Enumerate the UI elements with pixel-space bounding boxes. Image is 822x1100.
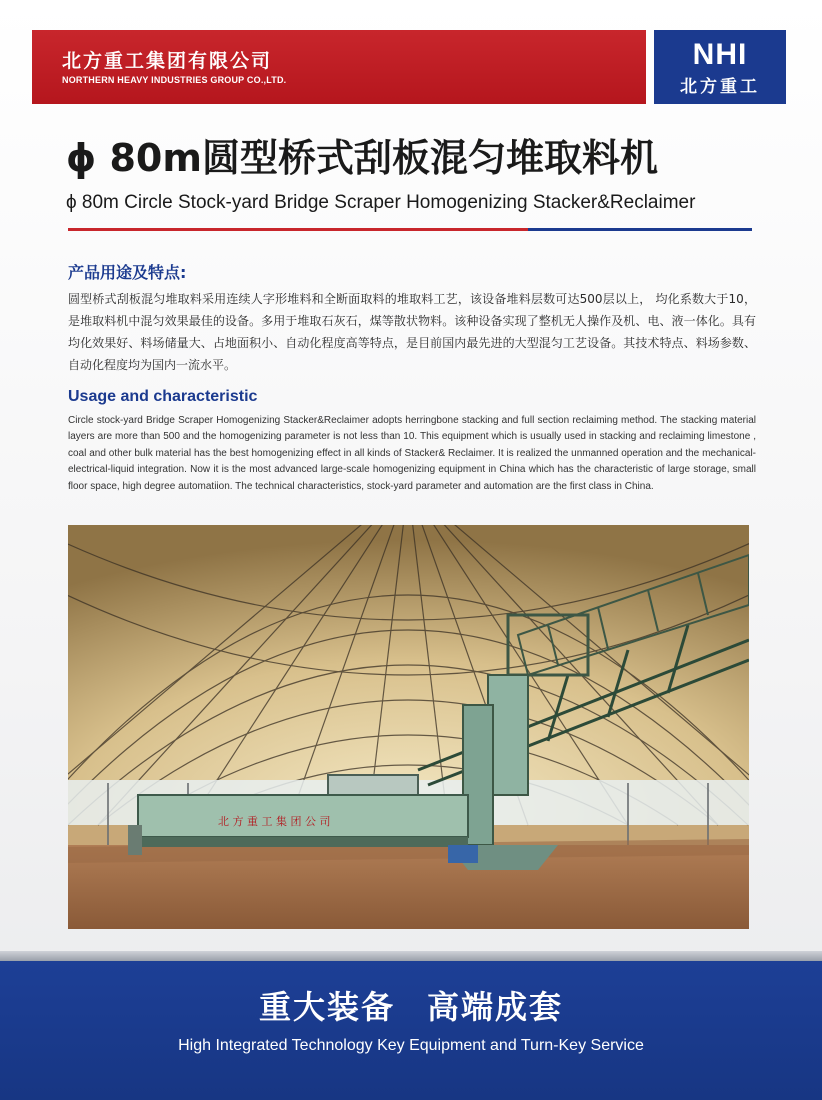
slogan-cn xyxy=(0,987,822,1027)
slogan-cn-right: 高端成套 xyxy=(427,988,564,1026)
footer-band-top xyxy=(0,951,822,961)
product-title-en: ϕ 80m Circle Stock-yard Bridge Scraper Homogenizing Stacker&Reclaimer xyxy=(66,192,696,213)
usage-heading-en: Usage and characteristic xyxy=(68,388,258,405)
logo-mark: NHI xyxy=(692,38,748,71)
logo-text-cn: 北方重工 xyxy=(680,77,760,97)
usage-heading-cn: 产品用途及特点: xyxy=(68,263,187,282)
machine-marking: 北 方 重 工 集 团 公 司 xyxy=(218,815,331,828)
title-divider-red xyxy=(68,228,528,231)
title-divider-blue xyxy=(528,228,752,231)
product-title-cn: ϕ 80m圆型桥式刮板混匀堆取料机 xyxy=(66,136,658,180)
footer-banner xyxy=(0,961,822,1100)
company-banner xyxy=(32,30,646,104)
nhi-logo xyxy=(654,30,786,104)
slogan-en: High Integrated Technology Key Equipment and Turn-Key Service xyxy=(178,1037,644,1054)
usage-body-en: Circle stock-yard Bridge Scraper Homogenizing Stacker&Reclaimer adopts herringbone stacking and full section reclaiming method. The stacking material layers are more than 500 and the homogenizing parameter is not less than 10. This equipment which is usually used in stacking and reclaiming limestone , coal and other bulk material has the best homogenizing effect in all kinds of Stacker& Reclaimer. It is realized the unmanned operation and the mechanical-electrical-liquid integration. Now it is the most advanced large-scale homogenizing equipment in China which has the characteristic of large storage, small floor space, high degree automatiion. The technical characteristics, stock-yard parameter and automation are the first class in China. xyxy=(68,415,756,492)
usage-body-cn: 圆型桥式刮板混匀堆取料采用连续人字形堆料和全断面取料的堆取料工艺，该设备堆料层数可达500层以上， 均化系数大于10，是堆取料机中混匀效果最佳的设备。多用于堆取石灰石，煤等散状物料。该种设备实现了整机无人操作及机、电、液一体化。具有均化效果好、料场储量大、占地面积小、自动化程度高等特点，是目前国内最先进的大型混匀工艺设备。其技术特点、料场参数、自动化程度均为国内一流水平。 xyxy=(68,292,756,372)
company-name-cn: 北方重工集团有限公司 xyxy=(62,50,273,72)
company-name-en: NORTHERN HEAVY INDUSTRIES GROUP CO.,LTD. xyxy=(62,75,287,85)
product-photo xyxy=(68,525,749,929)
slogan-cn-left: 重大装备 xyxy=(258,988,395,1026)
